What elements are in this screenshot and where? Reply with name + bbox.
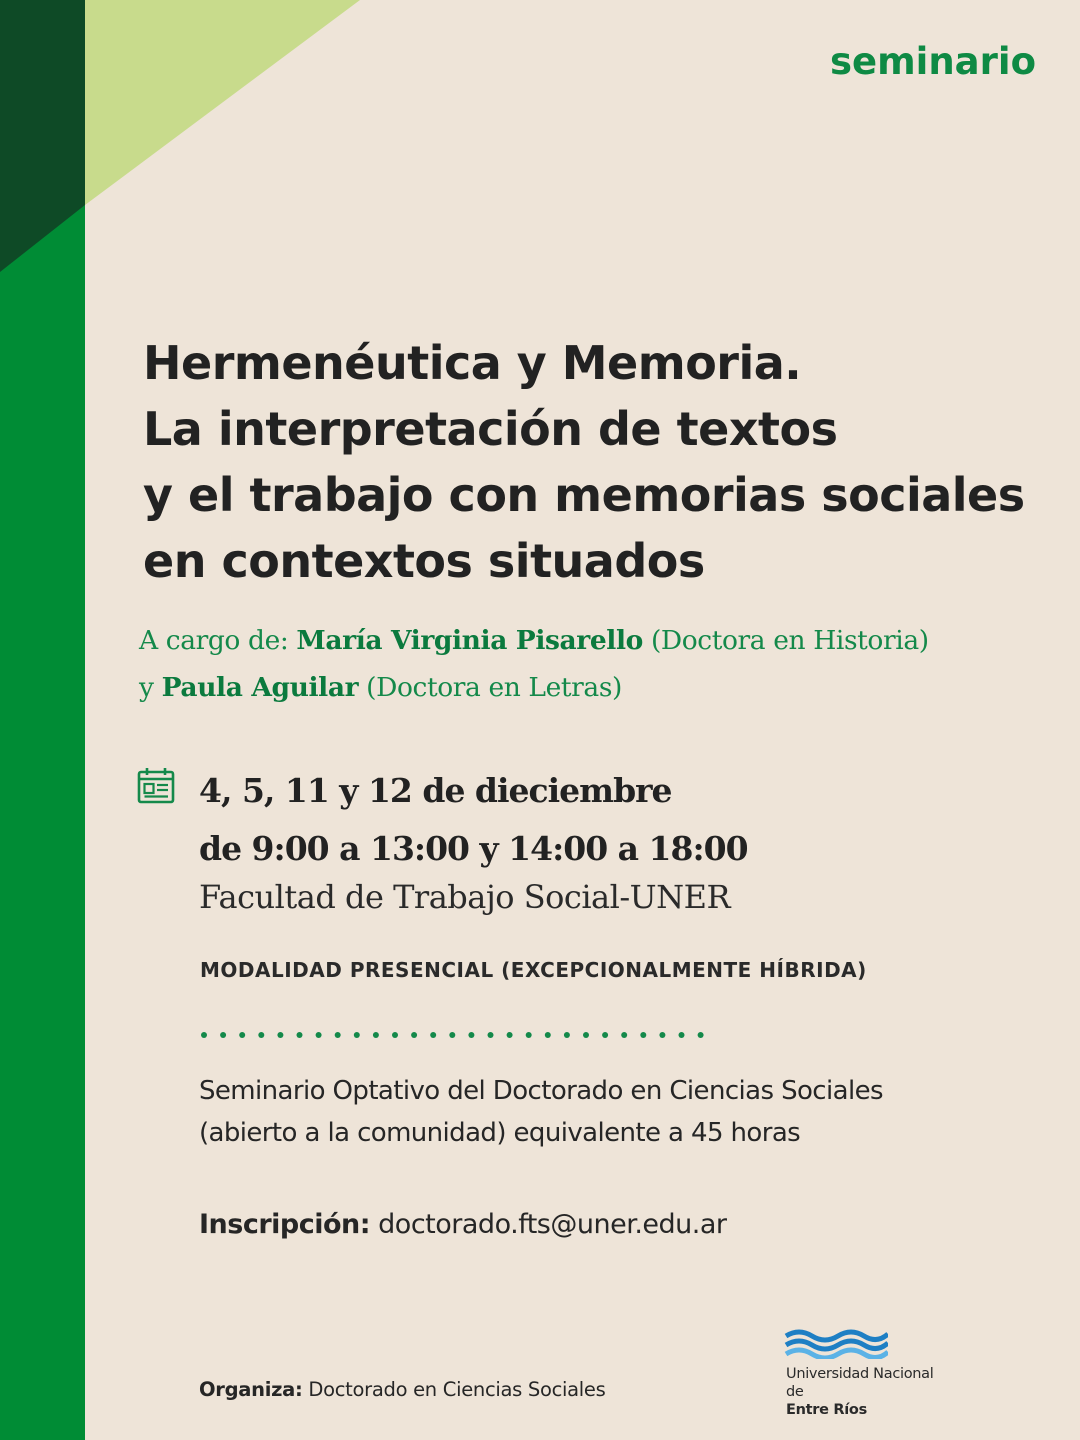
- divider-dot: [640, 1032, 646, 1038]
- divider-dot: [258, 1032, 264, 1038]
- logo-line-1: Universidad Nacional: [786, 1366, 934, 1382]
- description-line-1: Seminario Optativo del Doctorado en Ciencias Sociales: [199, 1076, 883, 1106]
- presenter-line-1: [139, 617, 1039, 664]
- modality: MODALIDAD PRESENCIAL (EXCEPCIONALMENTE HÍBRIDA): [200, 958, 867, 982]
- divider-dot: [335, 1032, 341, 1038]
- divider-dot: [430, 1032, 436, 1038]
- divider-dot: [621, 1032, 627, 1038]
- divider-dot: [526, 1032, 532, 1038]
- divider-dot: [373, 1032, 379, 1038]
- dotted-divider: [200, 1028, 720, 1042]
- title-line: La interpretación de textos: [143, 402, 838, 456]
- presenters-prefix: A cargo de:: [139, 625, 297, 656]
- registration: [199, 1209, 727, 1240]
- presenters-joiner: y: [139, 672, 162, 703]
- presenter-role-1: (Doctora en Historia): [642, 625, 929, 656]
- uner-logo: [784, 1327, 954, 1418]
- divider-dot: [297, 1032, 303, 1038]
- schedule-place: Facultad de Trabajo Social-UNER: [199, 878, 731, 916]
- title-line: Hermenéutica y Memoria.: [143, 336, 802, 390]
- divider-dot: [507, 1032, 513, 1038]
- schedule: [199, 762, 748, 878]
- organizer-value: Doctorado en Ciencias Sociales: [308, 1378, 606, 1401]
- divider-dot: [698, 1032, 704, 1038]
- organizer-label: Organiza:: [199, 1378, 303, 1401]
- divider-dot: [659, 1032, 665, 1038]
- logo-line-2: [786, 1383, 934, 1419]
- seminar-description: [199, 1070, 883, 1154]
- title-line: en contextos situados: [143, 534, 705, 588]
- divider-dot: [602, 1032, 608, 1038]
- registration-email[interactable]: doctorado.fts@uner.edu.ar: [378, 1209, 727, 1240]
- divider-dot: [220, 1032, 226, 1038]
- logo-line-2-bold: Entre Ríos: [786, 1402, 867, 1418]
- divider-dot: [201, 1032, 207, 1038]
- organizer: [199, 1378, 605, 1401]
- presenter-name-2: Paula Aguilar: [161, 672, 359, 703]
- seminario-label: seminario: [829, 40, 1036, 83]
- logo-text: [786, 1365, 934, 1419]
- waves-logo-icon: [784, 1327, 888, 1359]
- divider-dot: [392, 1032, 398, 1038]
- logo-line-2-prefix: de: [786, 1384, 804, 1400]
- calendar-icon: [137, 767, 175, 805]
- divider-dot: [679, 1032, 685, 1038]
- description-line-2: (abierto a la comunidad) equivalente a 45 horas: [199, 1118, 801, 1148]
- presenter-role-2: (Doctora en Letras): [358, 672, 622, 703]
- divider-dot: [468, 1032, 474, 1038]
- divider-dot: [239, 1032, 245, 1038]
- divider-dot: [354, 1032, 360, 1038]
- divider-dot: [488, 1032, 494, 1038]
- divider-dot: [564, 1032, 570, 1038]
- divider-dot: [583, 1032, 589, 1038]
- divider-dot: [277, 1032, 283, 1038]
- schedule-dates: 4, 5, 11 y 12 de dieciembre: [199, 771, 672, 810]
- title-line: y el trabajo con memorias sociales: [143, 468, 1025, 522]
- presenter-line-2: [139, 664, 1039, 711]
- divider-dot: [316, 1032, 322, 1038]
- presenter-name-1: María Virginia Pisarello: [296, 625, 643, 656]
- divider-dot: [449, 1032, 455, 1038]
- schedule-hours: de 9:00 a 13:00 y 14:00 a 18:00: [199, 829, 748, 868]
- light-green-triangle: [85, 0, 360, 205]
- presenters: [139, 617, 1039, 711]
- divider-dot: [411, 1032, 417, 1038]
- registration-label: Inscripción:: [199, 1209, 371, 1240]
- divider-dot: [545, 1032, 551, 1038]
- seminar-title: [143, 330, 1043, 594]
